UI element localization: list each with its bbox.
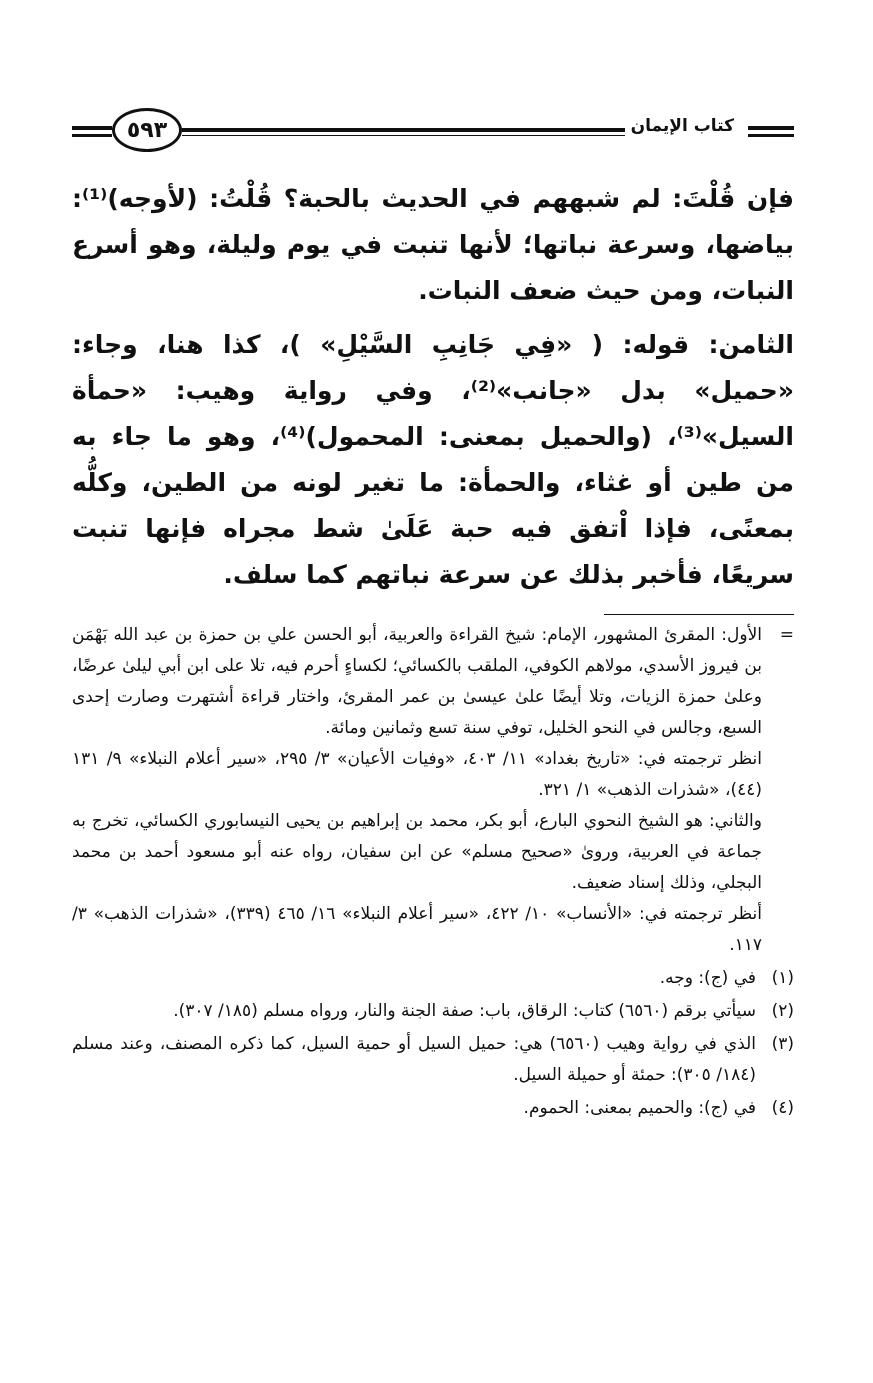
header-rule [182,128,644,132]
footnote-1 [72,963,794,994]
footnote-separator [604,614,794,615]
page-header [72,104,794,160]
footnote-number: (٣) [771,1034,794,1054]
footnote-continuation-3: والثاني: هو الشيخ النحوي البارع، أبو بكر، محمد بن إبراهيم بن يحيى النيسابوري الكسائي، تخرج به جماعة في العربية، ورویٰ «صحيح مسلم» عن ابن سفيان، رواه عنه أبو مسعود أحمد بن محمد البجلي، وذلك إسناد ضعيف. [72,811,762,893]
footnotes-section [72,620,794,1124]
footnote-continuation-2: انظر ترجمته في: «تاريخ بغداد» ١١/ ٤٠٣، «وفيات الأعيان» ٣/ ٢٩٥، «سير أعلام النبلاء» ٩/ ١٣١ (٤٤)، «شذرات الذهب» ١/ ٣٢١. [72,749,762,800]
continuation-text: الأول: المقرئ المشهور، الإمام: شيخ القراءة والعربية، أبو الحسن علي بن حمزة بن عبد الله بَهْمَن بن فيروز الأسدي، مولاهم الكوفي، الملقب بالكسائي؛ لكساءٍ أحرم فيه، تلا على ابن أبي ليلىٰ عرضًا، وعلىٰ حمزة الزيات، وتلا أيضًا علىٰ عيسىٰ بن عمر المقرئ، واختار قراءة أشتهرت وصارت إحدى السبع، وجالس في النحو الخليل، توفي سنة تسع وثمانين ومائة. [72,625,762,738]
header-rule-right [748,126,794,130]
footnote-number: (١) [771,968,794,988]
main-text [72,176,794,598]
header-rule-left-thin [72,134,112,137]
footnote-continuation-1 [72,620,794,744]
header-rule-right-thin [748,134,794,137]
continuation-mark: = [779,625,794,645]
footnote-text: الذي في رواية وهيب (٦٥٦٠) هي: حميل السيل أو حمية السيل، كما ذكره المصنف، وعند مسلم (١٨٤/ ٣٠٥): حمئة أو حميلة السيل. [72,1034,756,1085]
footnote-2 [72,996,794,1027]
footnote-text: سيأتي برقم (٦٥٦٠) كتاب: الرقاق، باب: صفة الجنة والنار، ورواه مسلم (١٨٥/ ٣٠٧). [173,1001,756,1021]
header-rule-thin [182,135,644,136]
main-paragraph-1: فإن قُلْتَ: لم شبههم في الحديث بالحبة؟ قُلْتُ: (لأوجه)⁽¹⁾: بياضها، وسرعة نباتها؛ لأنها تنبت في يوم وليلة، وهو أسرع النبات، ومن حيث ضعف النبات. [72,184,794,305]
page-number: ٥٩٣ [112,108,182,152]
footnote-text: في (ج): والحميم بمعنى: الحموم. [523,1098,756,1118]
footnote-3 [72,1029,794,1091]
running-title: كتاب الإيمان [625,116,740,136]
footnote-text: في (ج): وجه. [659,968,756,988]
footnote-number: (٤) [771,1098,794,1118]
header-rule-left [72,126,112,130]
footnote-number: (٢) [771,1001,794,1021]
footnote-4 [72,1093,794,1124]
footnote-continuation-4: أنظر ترجمته في: «الأنساب» ١٠/ ٤٢٢، «سير أعلام النبلاء» ١٦/ ٤٦٥ (٣٣٩)، «شذرات الذهب» ٣/ ١١٧. [72,904,762,955]
main-paragraph-2: الثامن: قوله: ( «فِي جَانِبِ السَّيْلِ» )، كذا هنا، وجاء: «حميل» بدل «جانب»⁽²⁾، وفي رواية وهيب: «حمأة السيل»⁽³⁾، (والحميل بمعنى: المحمول)⁽⁴⁾، وهو ما جاء به من طين أو غثاء، والحمأة: ما تغير لونه من الطين، وكلُّه بمعنًى، فإذا اْتفق فيه حبة عَلَىٰ شط مجراه فإنها تنبت سريعًا، فأخبر بذلك عن سرعة نباتهم كما سلف. [72,330,794,589]
